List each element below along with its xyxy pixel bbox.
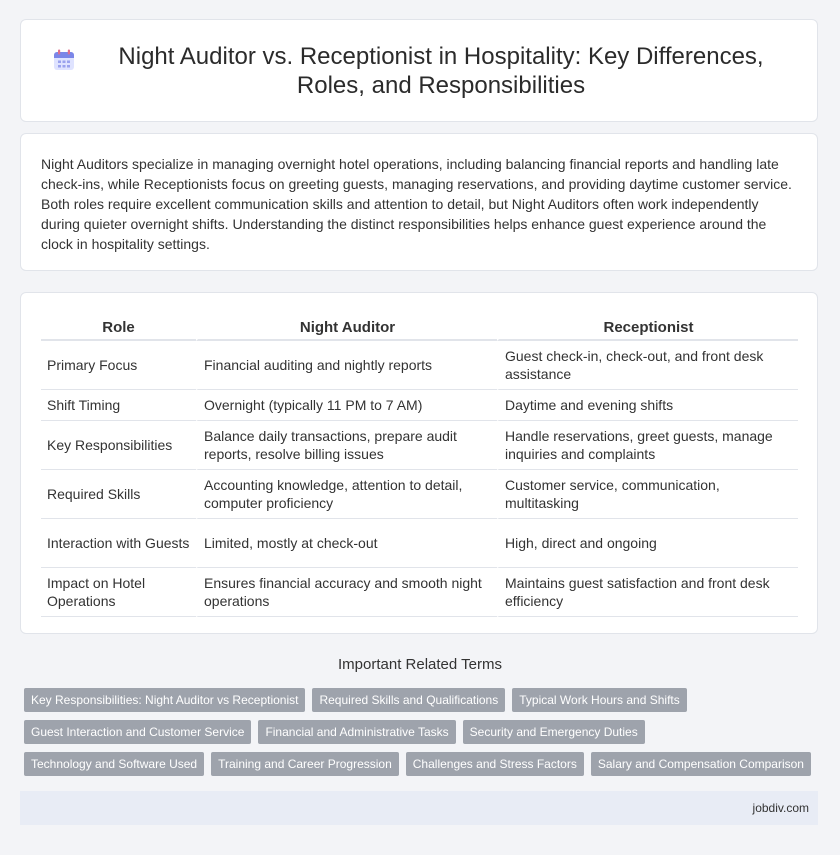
related-terms-title: Important Related Terms [338, 656, 502, 673]
receptionist-cell: Handle reservations, greet guests, manage inquiries and complaints [497, 421, 798, 470]
receptionist-cell: Daytime and evening shifts [497, 390, 798, 421]
table-header-row [41, 317, 798, 341]
comparison-table [41, 317, 798, 617]
row-label: Impact on Hotel Operations [41, 568, 196, 617]
tag-link[interactable]: Challenges and Stress Factors [406, 752, 584, 776]
night-auditor-cell: Balance daily transactions, prepare audit reports, resolve billing issues [196, 421, 497, 470]
tag-link[interactable]: Salary and Compensation Comparison [591, 752, 811, 776]
night-auditor-cell: Ensures financial accuracy and smooth night operations [196, 568, 497, 617]
night-auditor-cell: Financial auditing and nightly reports [196, 341, 497, 390]
tag-link[interactable]: Key Responsibilities: Night Auditor vs Receptionist [24, 688, 305, 712]
tag-row [24, 688, 824, 712]
tag-row [24, 752, 824, 776]
receptionist-cell: High, direct and ongoing [497, 519, 798, 568]
night-auditor-cell: Accounting knowledge, attention to detail, computer proficiency [196, 470, 497, 519]
row-label: Required Skills [41, 470, 196, 519]
intro-card [20, 133, 818, 271]
comparison-card [20, 292, 818, 634]
tag-link[interactable]: Training and Career Progression [211, 752, 399, 776]
tag-link[interactable]: Technology and Software Used [24, 752, 204, 776]
related-terms-tags [24, 688, 824, 784]
row-label: Key Responsibilities [41, 421, 196, 470]
intro-paragraph: Night Auditors specialize in managing overnight hotel operations, including balancing financial reports and handling late check-ins, while Receptionists focus on greeting guests, managing reservations, and providing daytime customer service. Both roles require excellent communication skills and attention to detail, but Night Auditors often work independently during quieter overnight shifts. Understanding the distinct responsibilities helps enhance guest experience around the clock in hospitality settings. [41, 156, 792, 252]
table-row [41, 341, 798, 390]
row-label: Shift Timing [41, 390, 196, 421]
receptionist-cell: Customer service, communication, multitasking [497, 470, 798, 519]
calendar-icon [51, 47, 77, 73]
tag-link[interactable]: Security and Emergency Duties [463, 720, 645, 744]
table-row [41, 519, 798, 568]
table-row [41, 568, 798, 617]
row-label: Interaction with Guests [41, 519, 196, 568]
tag-row [24, 720, 824, 744]
title-card [20, 19, 818, 122]
header-receptionist: Receptionist [497, 317, 798, 341]
tag-link[interactable]: Required Skills and Qualifications [312, 688, 505, 712]
tag-link[interactable]: Guest Interaction and Customer Service [24, 720, 251, 744]
page-title: Night Auditor vs. Receptionist in Hospitality: Key Differences, Roles, and Responsibilities [118, 42, 764, 99]
tag-link[interactable]: Financial and Administrative Tasks [258, 720, 455, 744]
header-night-auditor: Night Auditor [196, 317, 497, 341]
night-auditor-cell: Limited, mostly at check-out [196, 519, 497, 568]
receptionist-cell: Guest check-in, check-out, and front desk assistance [497, 341, 798, 390]
receptionist-cell: Maintains guest satisfaction and front desk efficiency [497, 568, 798, 617]
footer [20, 791, 818, 825]
table-row [41, 390, 798, 421]
footer-site-link[interactable]: jobdiv.com [752, 801, 809, 815]
row-label: Primary Focus [41, 341, 196, 390]
table-row [41, 421, 798, 470]
night-auditor-cell: Overnight (typically 11 PM to 7 AM) [196, 390, 497, 421]
table-row [41, 470, 798, 519]
tag-link[interactable]: Typical Work Hours and Shifts [512, 688, 687, 712]
header-role: Role [41, 317, 196, 341]
